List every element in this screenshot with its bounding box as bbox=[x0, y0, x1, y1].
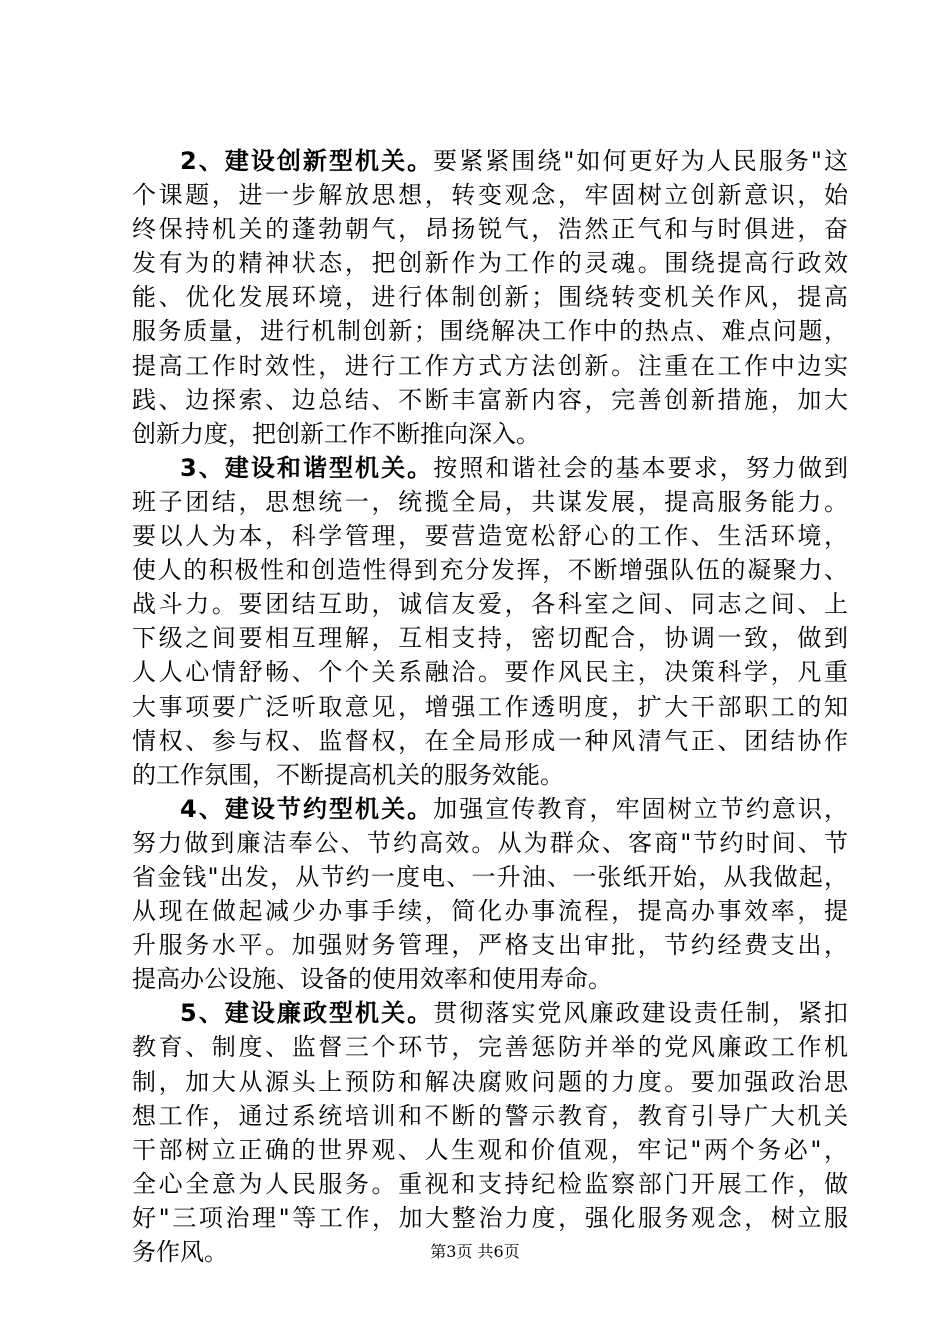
paragraph-line: 好"三项治理"等工作，加大整治力度，强化服务观念，树立服 bbox=[132, 1203, 848, 1232]
paragraph-first-line bbox=[132, 451, 848, 485]
paragraph-heading: 4、建设节约型机关。 bbox=[180, 794, 434, 823]
paragraph-line: 从现在做起减少办事手续，简化办事流程，提高办事效率，提 bbox=[132, 897, 848, 926]
paragraph-line: 的工作氛围，不断提高机关的服务效能。 bbox=[132, 760, 564, 789]
paragraph-line: 发有为的精神状态，把创新作为工作的灵魂。围绕提高行政效 bbox=[132, 249, 848, 278]
paragraph-line: 下级之间要相互理解，互相支持，密切配合，协调一致，做到 bbox=[132, 624, 848, 653]
paragraph-heading: 5、建设廉政型机关。 bbox=[180, 999, 434, 1028]
paragraph-line: 服务质量，进行机制创新；围绕解决工作中的热点、难点问题， bbox=[132, 317, 848, 346]
paragraph-line: 省金钱"出发，从节约一度电、一升油、一张纸开始，从我做起， bbox=[132, 862, 848, 891]
paragraph-line: 终保持机关的蓬勃朝气，昂扬锐气，浩然正气和与时俱进，奋 bbox=[132, 215, 848, 244]
paragraph-line: 创新力度，把创新工作不断推向深入。 bbox=[132, 419, 540, 448]
paragraph-text: 按照和谐社会的基本要求，努力做到 bbox=[433, 453, 848, 482]
paragraph-first-line bbox=[132, 996, 848, 1030]
paragraph-text: 加强宣传教育，牢固树立节约意识， bbox=[433, 794, 848, 823]
paragraph-line: 升服务水平。加强财务管理，严格支出审批，节约经费支出， bbox=[132, 931, 848, 960]
paragraph-line: 努力做到廉洁奉公、节约高效。从为群众、客商"节约时间、节 bbox=[132, 828, 848, 857]
paragraph-line: 使人的积极性和创造性得到充分发挥，不断增强队伍的凝聚力、 bbox=[132, 556, 848, 585]
document-body bbox=[132, 144, 848, 1269]
paragraph-line: 情权、参与权、监督权，在全局形成一种风清气正、团结协作 bbox=[132, 726, 848, 755]
paragraph-first-line bbox=[132, 144, 848, 178]
paragraph-line: 制，加大从源头上预防和解决腐败问题的力度。要加强政治思 bbox=[132, 1067, 848, 1096]
paragraph-text: 贯彻落实党风廉政建设责任制，紧扣 bbox=[433, 999, 848, 1028]
paragraph-line: 个课题，进一步解放思想，转变观念，牢固树立创新意识，始 bbox=[132, 181, 848, 210]
paragraph-line: 想工作，通过系统培训和不断的警示教育，教育引导广大机关 bbox=[132, 1101, 848, 1130]
paragraph-line: 干部树立正确的世界观、人生观和价值观，牢记"两个务必"， bbox=[132, 1135, 848, 1164]
paragraph-line: 教育、制度、监督三个环节，完善惩防并举的党风廉政工作机 bbox=[132, 1033, 848, 1062]
paragraph-line: 人人心情舒畅、个个关系融洽。要作风民主，决策科学，凡重 bbox=[132, 658, 848, 687]
paragraph-heading: 3、建设和谐型机关。 bbox=[180, 453, 434, 482]
paragraph-line: 全心全意为人民服务。重视和支持纪检监察部门开展工作，做 bbox=[132, 1169, 848, 1198]
paragraph-line: 践、边探索、边总结、不断丰富新内容，完善创新措施，加大 bbox=[132, 385, 848, 414]
paragraph-innovative-organ bbox=[132, 144, 848, 451]
paragraph-harmonious-organ bbox=[132, 451, 848, 792]
page-number-footer: 第3页 共6页 bbox=[430, 1242, 520, 1261]
paragraph-thrifty-organ bbox=[132, 792, 848, 997]
paragraph-heading: 2、建设创新型机关。 bbox=[180, 147, 434, 175]
paragraph-text: 要紧紧围绕"如何更好为人民服务"这 bbox=[433, 147, 848, 175]
paragraph-line: 提高工作时效性，进行工作方式方法创新。注重在工作中边实 bbox=[132, 351, 848, 380]
paragraph-line: 战斗力。要团结互助，诚信友爱，各科室之间、同志之间、上 bbox=[132, 590, 848, 619]
paragraph-clean-government-organ bbox=[132, 996, 848, 1269]
paragraph-line: 要以人为本，科学管理，要营造宽松舒心的工作、生活环境， bbox=[132, 522, 848, 551]
paragraph-line: 务作风。 bbox=[132, 1238, 228, 1266]
paragraph-line: 能、优化发展环境，进行体制创新；围绕转变机关作风，提高 bbox=[132, 283, 848, 312]
paragraph-line: 提高办公设施、设备的使用效率和使用寿命。 bbox=[132, 965, 612, 994]
paragraph-first-line bbox=[132, 792, 848, 826]
paragraph-line: 大事项要广泛听取意见，增强工作透明度，扩大干部职工的知 bbox=[132, 692, 848, 721]
paragraph-line: 班子团结，思想统一，统揽全局，共谋发展，提高服务能力。 bbox=[132, 487, 848, 516]
